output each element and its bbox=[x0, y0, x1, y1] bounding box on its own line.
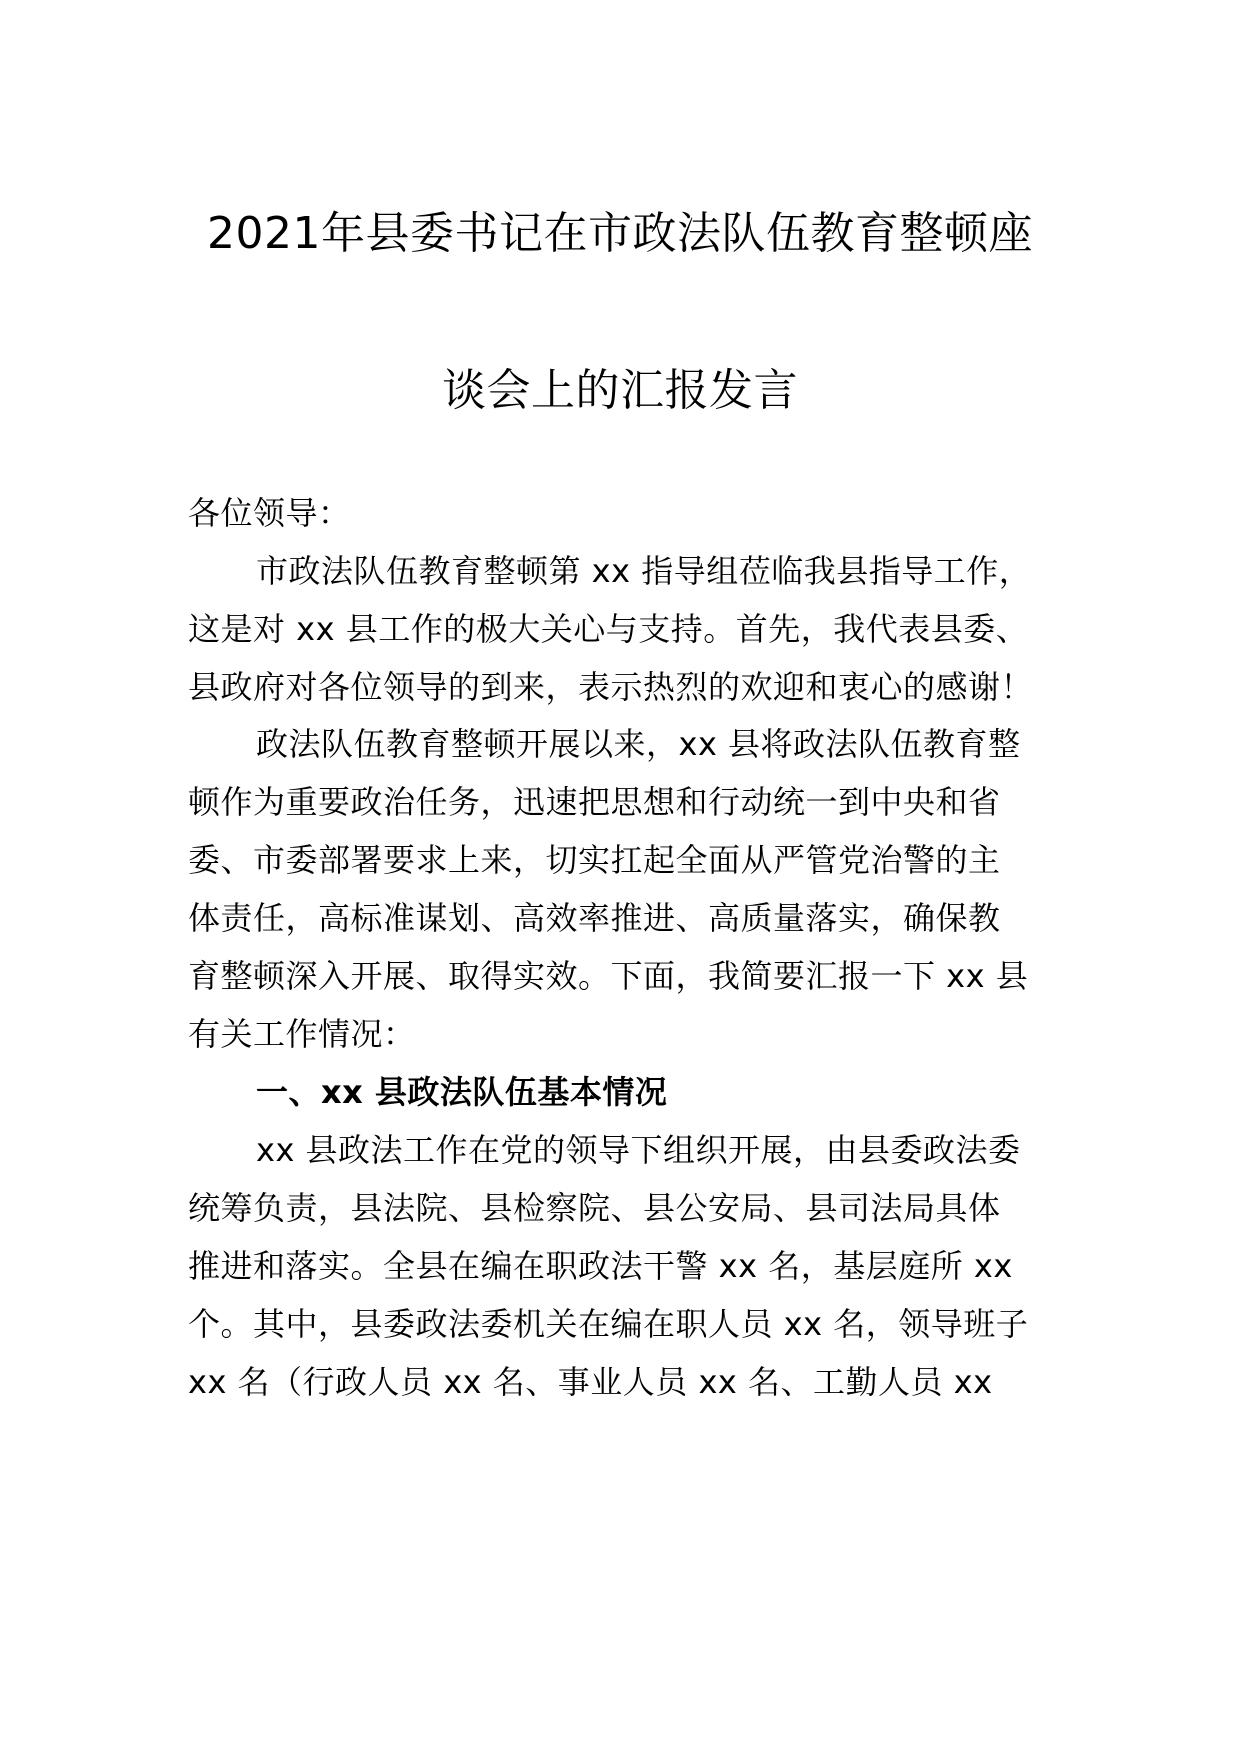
paragraph-1-line: 这是对 xx 县工作的极大关心与支持。首先，我代表县委、 bbox=[188, 610, 1029, 648]
paragraph-1-line: 市政法队伍教育整顿第 xx 指导组莅临我县指导工作， bbox=[256, 552, 1032, 590]
paragraph-3-line: 统筹负责，县法院、县检察院、县公安局、县司法局具体 bbox=[188, 1189, 1001, 1227]
section-1-heading: 一、xx 县政法队伍基本情况 bbox=[256, 1073, 668, 1111]
paragraph-2-line: 委、市委部署要求上来，切实扛起全面从严管党治警的主 bbox=[188, 841, 1001, 879]
salutation: 各位领导： bbox=[188, 494, 351, 532]
paragraph-2-line: 政法队伍教育整顿开展以来，xx 县将政法队伍教育整 bbox=[256, 725, 1021, 763]
paragraph-2-line: 顿作为重要政治任务，迅速把思想和行动统一到中央和省 bbox=[188, 783, 1001, 821]
paragraph-2-line: 体责任，高标准谋划、高效率推进、高质量落实，确保教 bbox=[188, 899, 1001, 937]
document-title-line-1: 2021年县委书记在市政法队伍教育整顿座 bbox=[207, 208, 1033, 259]
document-title-line-2: 谈会上的汇报发言 bbox=[442, 365, 798, 416]
paragraph-3-line: 个。其中，县委政法委机关在编在职人员 xx 名，领导班子 bbox=[188, 1305, 1029, 1343]
paragraph-2-line: 育整顿深入开展、取得实效。下面，我简要汇报一下 xx 县 bbox=[188, 957, 1029, 995]
paragraph-3-line: xx 县政法工作在党的领导下组织开展，由县委政法委 bbox=[256, 1131, 1021, 1169]
paragraph-1-line: 县政府对各位领导的到来，表示热烈的欢迎和衷心的感谢！ bbox=[188, 668, 1034, 706]
paragraph-3-line: 推进和落实。全县在编在职政法干警 xx 名，基层庭所 xx bbox=[188, 1247, 1013, 1285]
paragraph-3-line: xx 名（行政人员 xx 名、事业人员 xx 名、工勤人员 xx bbox=[188, 1363, 993, 1401]
paragraph-2-line: 有关工作情况： bbox=[188, 1015, 416, 1053]
